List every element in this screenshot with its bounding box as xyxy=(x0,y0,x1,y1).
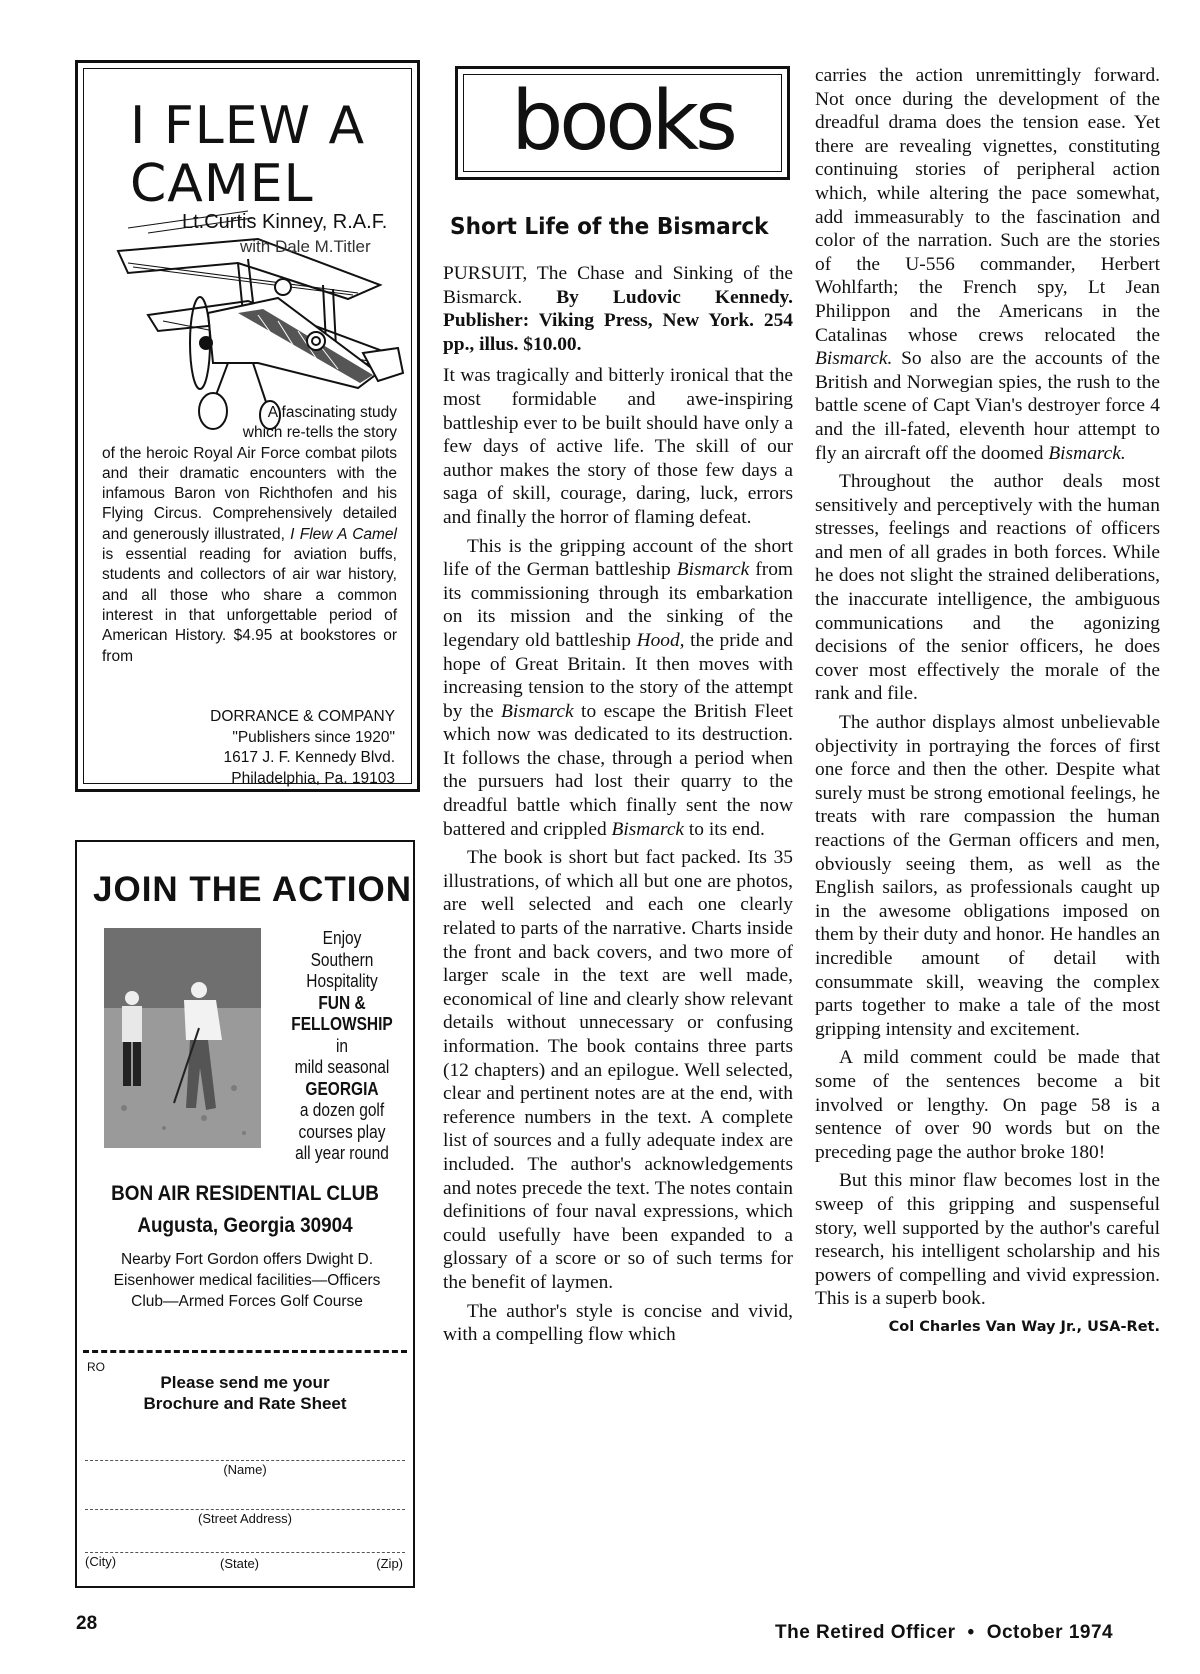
ad-camel-publisher xyxy=(210,707,395,789)
page-number: 28 xyxy=(76,1613,98,1634)
review-text-italic: Bismarck xyxy=(611,818,685,840)
ad-action-line: Hospitality xyxy=(306,971,378,991)
ad-action-nearby-text: Nearby Fort Gordon offers Dwight D. Eisenhower medical facilities—Officers Club—Armed Forces Golf Course xyxy=(113,1251,381,1310)
coupon-name-line[interactable] xyxy=(85,1460,405,1461)
ad-action-line: Southern xyxy=(310,949,374,970)
ad-camel-title xyxy=(130,97,365,213)
review-text: So also are the accounts of the British and Norwegian spies, the rush to the battle scene of Capt Vian's destroyer force 4 and the ill-fated, eleventh hour attempt to fly an aircraft off the doomed xyxy=(815,348,1160,464)
ad-camel-blurb-body1: of the heroic Royal Air Force combat pilots and their dramatic encounters with the infamous Baron von Richthofen and his Flying Circus. Comprehensively detailed and generously illustrated, xyxy=(102,444,397,543)
review-text: to its end. xyxy=(684,818,765,840)
ad-join-the-action xyxy=(75,840,415,1588)
review-bibliographic-info xyxy=(443,262,793,356)
coupon-cut-line xyxy=(83,1350,407,1353)
coupon-street-line[interactable] xyxy=(85,1509,405,1510)
ad-camel-coauthor: with Dale M.Titler xyxy=(240,237,371,256)
ad-action-line: FUN & xyxy=(318,992,366,1013)
golfers-photo-image xyxy=(104,928,261,1148)
review-paragraph: The book is short but fact packed. Its 35 illustrations, of which all but one are photos, are well selected and each one clearly related to parts of the narrative. Charts inside the front and back covers, and two more of larger scale in the text are well made, economical of line and clearly show relevant details without unnecessary or confusing information. The book contains three parts (12 chapters) and an epilogue. Well selected, clear and pertinent notes are at the end, with reference numbers in the text. A complete list of sources and a fully adequate index are included. The author's acknowledgements and notes precede the text. The notes contain definitions of four naval expressions, which could usefully have been expanded to a glossary of a score or so of such terms for the benefit of laymen. xyxy=(443,847,793,1293)
publisher-name: DORRANCE & COMPANY xyxy=(210,708,395,725)
coupon-city-state-zip-line[interactable] xyxy=(85,1552,405,1553)
coupon-code: RO xyxy=(87,1360,105,1374)
books-section-label: books xyxy=(511,74,734,169)
biblio-title: PURSUIT, The Chase and Sinking of the Bismarck. xyxy=(443,263,793,308)
ad-action-hospitality-text xyxy=(286,928,398,1165)
ad-camel-blurb xyxy=(102,403,397,667)
ad-action-line: GEORGIA xyxy=(305,1078,379,1099)
review-text-italic: Bismarck. xyxy=(815,348,893,370)
coupon-zip-label: (Zip) xyxy=(376,1556,403,1571)
review-column-2 xyxy=(815,64,1160,1339)
ad-action-line: in xyxy=(335,1035,349,1056)
ad-action-line: courses play xyxy=(298,1121,386,1142)
ad-action-line: all year round xyxy=(295,1143,389,1163)
ad-action-line: a dozen golf xyxy=(299,1100,385,1120)
review-text-italic: Bismarck xyxy=(676,559,750,581)
publisher-street: 1617 J. F. Kennedy Blvd. xyxy=(223,749,395,766)
review-text: the pride and hope of Great Britain. It then moves with increasing tension to the story of the attempt by the xyxy=(443,629,793,722)
review-text-italic: Bismarck. xyxy=(1048,442,1126,464)
coupon-request-line1: Please send me your xyxy=(160,1373,330,1392)
running-footer xyxy=(775,1622,1113,1644)
magazine-name: The Retired Officer xyxy=(775,1622,956,1643)
footer-separator: • xyxy=(967,1622,975,1643)
publisher-city: Philadelphia, Pa. 19103 xyxy=(231,769,395,787)
club-city: Augusta, Georgia 30904 xyxy=(137,1214,353,1237)
ad-camel-title-line2: CAMEL xyxy=(130,154,314,214)
review-text: from its commissioning through its embarkation on its mission and the sinking of the legendary old battleship xyxy=(443,559,793,651)
review-text: carries the action unremittingly forward. Not once during the development of the dreadful drama does the tension ease. Yet there are revealing vignettes, constituting continuing stories of peripheral action which, while altering the pace somewhat, add immeasurably to the fascination and color of the narration. Such are the stories of the U-556 commander, Herbert Wohlfarth; the French spy, Lt Jean Philippon and the Americans in the Catalinas whose crews relocated the xyxy=(815,65,1160,346)
review-paragraph: Throughout the author deals most sensitively and perceptively with the human stresses, feelings and reactions of officers and men of all grades in both forces. While he does not slight the strained deliberations, the inaccurate intelligence, the ambiguous communications and the agonizing decisions of the senior officers, he does cover most effectively the morale of the rank and file. xyxy=(815,471,1160,705)
review-column-1 xyxy=(443,262,793,1352)
review-paragraph: It was tragically and bitterly ironical that the most formidable and awe-inspiring battleship ever to be built should have only a few days of active life. The skill of our author makes the story of those few days a saga of skill, courage, daring, luck, errors and finally the horror of flaming defeat. xyxy=(443,365,793,528)
reviewer-signature: Col Charles Van Way Jr., USA-Ret. xyxy=(888,1318,1160,1335)
review-paragraph: A mild comment could be made that some of the sentences become a bit involved or lengthy. On page 58 is a sentence of over 90 words but on the preceding page the author broke 180! xyxy=(815,1047,1160,1163)
ad-camel-blurb-book-title: I Flew A Camel xyxy=(290,525,397,543)
review-paragraph xyxy=(443,535,793,842)
ad-action-headline: JOIN THE ACTION xyxy=(93,870,412,909)
coupon-name-label: (Name) xyxy=(223,1462,267,1477)
review-text-italic: Bismarck xyxy=(501,700,574,722)
review-text: to escape the British Fleet which now was dedicated to its destruction. It follows the chase, through a period when the pursuers had lost their quarry to the dreadful battle which finally sent the now battered and crippled xyxy=(443,700,793,840)
ad-camel-title-line1: I FLEW A xyxy=(130,96,366,156)
ad-action-line: FELLOWSHIP xyxy=(291,1014,393,1034)
ad-camel-author: Lt.Curtis Kinney, R.A.F. xyxy=(182,211,388,233)
ad-camel-blurb-body2: is essential reading for aviation buffs, students and collectors of air war history, and all those who share a common interest in that unforgettable period of American History. $4.95 at bookstores or from xyxy=(102,546,397,665)
publisher-tagline: "Publishers since 1920" xyxy=(232,728,395,746)
ad-action-line: Enjoy xyxy=(322,928,362,948)
coupon-request xyxy=(77,1372,413,1414)
club-name: BON AIR RESIDENTIAL CLUB xyxy=(111,1182,379,1205)
review-paragraph: But this minor flaw becomes lost in the sweep of this gripping and suspenseful story, well supported by the author's careful research, his intelligent scholarship and his powers of compelling and vivid expression. This is a superb book. xyxy=(815,1170,1160,1310)
ad-action-line: mild seasonal xyxy=(294,1057,390,1077)
review-text-italic: Hood, xyxy=(636,629,685,651)
review-paragraph: The author displays almost unbelievable objectivity in portraying the forces of first one force and then the other. Despite what surely must be strong emotional feelings, he treats with rare compassion the human reactions of the German officers and men, obviously seeing them, as well as the English sailors, as professionals caught up in the awesome obligations imposed on them by their duty and honor. He handles an incredible amount of detail with consummate skill, weaving the complex parts together to make a tale of the most gripping intensity and excitement. xyxy=(815,712,1160,1040)
issue-date: October 1974 xyxy=(986,1622,1114,1643)
review-paragraph: The author's style is concise and vivid, with a compelling flow which xyxy=(443,1300,793,1346)
coupon-city-label: (City) xyxy=(85,1554,117,1569)
review-text: This is the gripping account of the short life of the German battleship xyxy=(443,535,793,581)
review-paragraph xyxy=(815,64,1160,465)
ad-camel-blurb-lead: A fascinating study which re-tells the story xyxy=(242,404,397,442)
biblio-details: By Ludovic Kennedy. Publisher: Viking Press, New York. 254 pp., illus. $10.00. xyxy=(443,286,793,355)
coupon-state-label: (State) xyxy=(220,1556,260,1571)
coupon-street-label: (Street Address) xyxy=(198,1511,292,1526)
books-section-box xyxy=(455,66,790,180)
ad-i-flew-a-camel xyxy=(75,60,420,792)
coupon-request-line2: Brochure and Rate Sheet xyxy=(143,1394,347,1413)
golfers-photo xyxy=(104,928,261,1148)
review-title: Short Life of the Bismarck xyxy=(450,214,769,240)
